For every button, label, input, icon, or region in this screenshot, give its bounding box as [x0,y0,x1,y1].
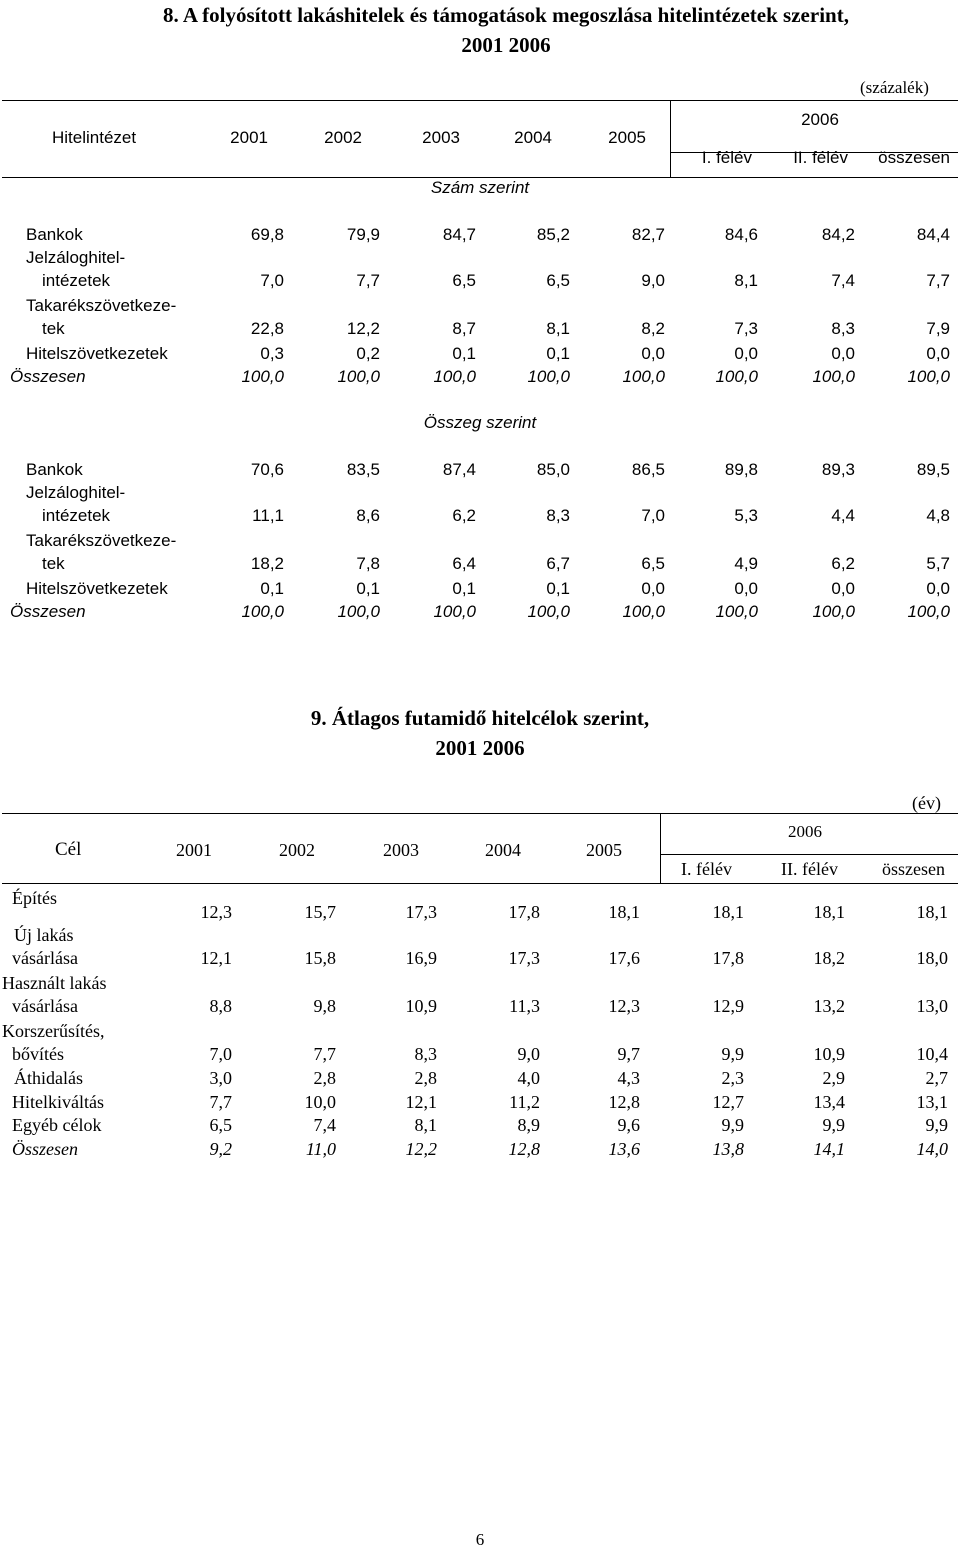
table8-cell: 0,1 [452,344,476,363]
table9-cell: 10,9 [405,996,437,1016]
table8-header-sub: összesen [878,148,950,167]
table8-header-year: 2004 [514,128,552,147]
table8-title-line2: 2001 2006 [461,33,551,57]
table8-cell: 100,0 [812,367,855,386]
table9-cell: 17,6 [608,948,640,968]
table8-cell: 100,0 [907,367,950,386]
table8-title [76,0,936,60]
table9-header-year: 2003 [383,840,419,860]
table9-cell: 10,9 [813,1044,845,1064]
table9-header-year: 2004 [485,840,521,860]
table8-cell: 100,0 [241,602,284,621]
table9-header-year: 2002 [279,840,315,860]
table9-cell: 18,1 [712,902,744,922]
table9-cell: 18,2 [813,948,845,968]
table8-top-rule [2,100,958,101]
table8-cell: 79,9 [346,225,380,244]
table8-cell: 9,0 [641,271,665,290]
table9-header-year: 2001 [176,840,212,860]
table8-cell: 100,0 [715,602,758,621]
table9-cell: 11,2 [509,1092,540,1112]
table8-cell: 100,0 [433,602,476,621]
table8-cell: 83,5 [346,460,380,479]
table9-cell: 9,7 [617,1044,640,1064]
table8-section-amount: Összeg szerint [423,413,537,432]
table8-cell: 82,7 [631,225,665,244]
table9-title [240,703,720,763]
table8-row-label: intézetek [42,506,111,525]
table9-cell: 11,0 [305,1139,336,1159]
table9-row-label: Használt lakás [2,973,107,993]
table8-cell: 87,4 [442,460,476,479]
table8-cell: 6,7 [546,554,570,573]
table8-cell: 100,0 [907,602,950,621]
table9-cell: 17,3 [405,902,437,922]
table8-cell: 100,0 [433,367,476,386]
table8-cell: 0,0 [831,579,855,598]
table8-cell: 7,8 [356,554,380,573]
table8-row-label: Összesen [10,602,86,621]
table8-cell: 8,3 [831,319,855,338]
table9-cell: 6,5 [209,1115,232,1135]
table9-cell: 8,9 [517,1115,540,1135]
table9-cell: 10,4 [916,1044,948,1064]
table8-cell: 4,4 [831,506,855,525]
table8-cell: 0,0 [734,579,758,598]
table9-title-line2: 2001 2006 [435,736,525,760]
table9-cell: 7,7 [209,1092,232,1112]
table9-cell: 12,9 [712,996,744,1016]
table8-row-label: tek [42,554,65,573]
table8-cell: 0,1 [260,579,284,598]
table8-cell: 0,3 [260,344,284,363]
table8-cell: 100,0 [241,367,284,386]
table9-cell: 18,1 [608,902,640,922]
table9-cell: 17,3 [508,948,540,968]
table8-section-count: Szám szerint [430,178,530,197]
table8-cell: 100,0 [337,602,380,621]
table8-cell: 85,0 [536,460,570,479]
table9-header-bottom-rule [2,883,958,884]
table8-header-2006: 2006 [801,110,839,129]
table9-row-label: vásárlása [12,948,78,968]
table8-header-year: 2002 [324,128,362,147]
table9-row-label: Hitelkiváltás [12,1092,104,1112]
table9-cell: 3,0 [209,1068,232,1088]
table8-cell: 84,4 [916,225,950,244]
table8-row-label: Bankok [26,460,83,479]
table9-unit: (év) [912,793,941,813]
table9-cell: 2,8 [414,1068,437,1088]
table9-cell: 13,2 [813,996,845,1016]
table9-cell: 9,9 [925,1115,948,1135]
table8-cell: 6,2 [831,554,855,573]
table9-cell: 16,9 [405,948,437,968]
table8-title-line1: 8. A folyósított lakáshitelek és támogatások megoszlása hitelintézetek szerint, [163,3,849,27]
table9-cell: 8,3 [414,1044,437,1064]
table9-cell: 2,8 [313,1068,336,1088]
table8-cell: 4,8 [926,506,950,525]
table8-header-sub: I. félév [701,148,752,167]
table9-cell: 11,3 [509,996,540,1016]
table8-cell: 0,2 [356,344,380,363]
table8-cell: 11,1 [252,506,284,525]
table8-cell: 69,8 [250,225,284,244]
table9-cell: 14,0 [916,1139,948,1159]
table8-cell: 8,2 [641,319,665,338]
table8-row-label: Takarékszövetkeze- [26,296,177,315]
table8-cell: 4,9 [734,554,758,573]
table9-cell: 12,2 [405,1139,437,1159]
table8-cell: 6,4 [452,554,476,573]
table9-row-label: Összesen [12,1139,78,1159]
table8-cell: 0,0 [926,344,950,363]
table8-cell: 7,7 [926,271,950,290]
table8-cell: 5,7 [926,554,950,573]
table9-cell: 12,3 [200,902,232,922]
table9-row-label: Új lakás [14,925,74,945]
table8-header-year: 2005 [608,128,646,147]
table8-cell: 84,2 [821,225,855,244]
table9-cell: 18,0 [916,948,948,968]
table8-cell: 100,0 [622,602,665,621]
table8-cell: 100,0 [527,602,570,621]
table8-row-label: Hitelszövetkezetek [26,579,168,598]
table8-cell: 84,6 [724,225,758,244]
table9-cell: 10,0 [304,1092,336,1112]
table9-title-line1: 9. Átlagos futamidő hitelcélok szerint, [310,706,650,730]
table9-cell: 9,9 [721,1115,744,1135]
table8-row-label: Hitelszövetkezetek [26,344,168,363]
table9-cell: 7,7 [313,1044,336,1064]
table8-header-year: 2001 [230,128,268,147]
table9-cell: 17,8 [712,948,744,968]
table8-row-label: intézetek [42,271,111,290]
table8-cell: 100,0 [812,602,855,621]
table8-cell: 84,7 [442,225,476,244]
table9-row-label: Egyéb célok [12,1115,102,1135]
table8-cell: 8,1 [734,271,758,290]
table9-cell: 12,3 [608,996,640,1016]
table8-cell: 7,0 [260,271,284,290]
table9-cell: 13,0 [916,996,948,1016]
table9-header-sub: I. félév [681,859,732,879]
table8-cell: 18,2 [250,554,284,573]
table9-cell: 12,7 [712,1092,744,1112]
table8-cell: 8,1 [546,319,570,338]
table8-cell: 6,5 [452,271,476,290]
table9-cell: 13,8 [712,1139,744,1159]
table9-cell: 4,3 [617,1068,640,1088]
table8-cell: 100,0 [337,367,380,386]
table8-cell: 0,1 [452,579,476,598]
table8-cell: 100,0 [622,367,665,386]
table9-cell: 14,1 [813,1139,845,1159]
table8-header-col0: Hitelintézet [52,128,137,147]
table9-row-label: bővítés [12,1044,64,1064]
table9-cell: 2,9 [822,1068,845,1088]
table8-cell: 0,0 [641,579,665,598]
table8-cell: 7,3 [734,319,758,338]
table9-cell: 18,1 [813,902,845,922]
table9-cell: 2,7 [925,1068,948,1088]
table9-2006-rule [660,854,958,855]
table9-header-sub: II. félév [781,859,838,879]
table8-row-label: Jelzáloghitel- [26,248,126,267]
table9-cell: 7,4 [313,1115,336,1135]
table8-row-label: Takarékszövetkeze- [26,531,177,550]
table8-cell: 89,3 [821,460,855,479]
table8-cell: 6,2 [452,506,476,525]
table8-cell: 0,1 [356,579,380,598]
table9-cell: 2,3 [721,1068,744,1088]
table8-cell: 0,1 [546,579,570,598]
table9-cell: 7,0 [209,1044,232,1064]
table8-cell: 7,4 [831,271,855,290]
table8-cell: 6,5 [641,554,665,573]
table8-cell: 89,8 [724,460,758,479]
table8-cell: 5,3 [734,506,758,525]
table8-unit: (százalék) [860,78,929,97]
table9-cell: 8,1 [414,1115,437,1135]
table8-cell: 86,5 [631,460,665,479]
table8-cell: 7,7 [356,271,380,290]
table8-cell: 22,8 [250,319,284,338]
table9-header-2006: 2006 [788,822,822,841]
table8-cell: 8,7 [452,319,476,338]
table9-row-label: Korszerűsítés, [2,1021,105,1041]
table9-cell: 13,4 [813,1092,845,1112]
table9-cell: 9,8 [313,996,336,1016]
table9-cell: 12,1 [200,948,232,968]
table9-cell: 9,2 [209,1139,232,1159]
table8-cell: 0,0 [831,344,855,363]
table8-cell: 6,5 [546,271,570,290]
table8-cell: 0,0 [926,579,950,598]
table8-cell: 0,0 [734,344,758,363]
table9-cell: 15,8 [304,948,336,968]
table9-cell: 17,8 [508,902,540,922]
table8-cell: 8,6 [356,506,380,525]
table8-cell: 100,0 [527,367,570,386]
table9-cell: 8,8 [209,996,232,1016]
table9-cell: 9,9 [822,1115,845,1135]
table8-cell: 100,0 [715,367,758,386]
table9-header-year: 2005 [586,840,622,860]
table9-row-label: Építés [12,888,57,908]
table8-header-sub: II. félév [793,148,848,167]
table9-top-rule [2,813,958,814]
table8-cell: 89,5 [916,460,950,479]
table8-cell: 7,9 [926,319,950,338]
table8-row-label: Jelzáloghitel- [26,483,126,502]
table8-cell: 0,1 [546,344,570,363]
table9-cell: 18,1 [916,902,948,922]
table8-cell: 7,0 [641,506,665,525]
table9-row-label: Áthidalás [14,1068,83,1088]
table9-cell: 15,7 [304,902,336,922]
table9-header-sub: összesen [882,859,945,879]
table8-header-year: 2003 [422,128,460,147]
table8-row-label: tek [42,319,65,338]
table8-cell: 85,2 [536,225,570,244]
table9-cell: 9,9 [721,1044,744,1064]
table9-cell: 4,0 [517,1068,540,1088]
table9-row-label: vásárlása [12,996,78,1016]
table8-cell: 0,0 [641,344,665,363]
table9-header-col0: Cél [55,839,82,860]
table8-row-label: Összesen [10,367,86,386]
table8-cell: 70,6 [250,460,284,479]
table9-cell: 13,1 [916,1092,948,1112]
table8-cell: 12,2 [346,319,380,338]
table9-cell: 12,1 [405,1092,437,1112]
table9-cell: 12,8 [608,1092,640,1112]
table9-cell: 12,8 [508,1139,540,1159]
table9-cell: 13,6 [608,1139,640,1159]
table8-row-label: Bankok [26,225,83,244]
page-number: 6 [475,1530,485,1549]
table9-cell: 9,0 [517,1044,540,1064]
table9-cell: 9,6 [617,1115,640,1135]
table8-cell: 8,3 [546,506,570,525]
